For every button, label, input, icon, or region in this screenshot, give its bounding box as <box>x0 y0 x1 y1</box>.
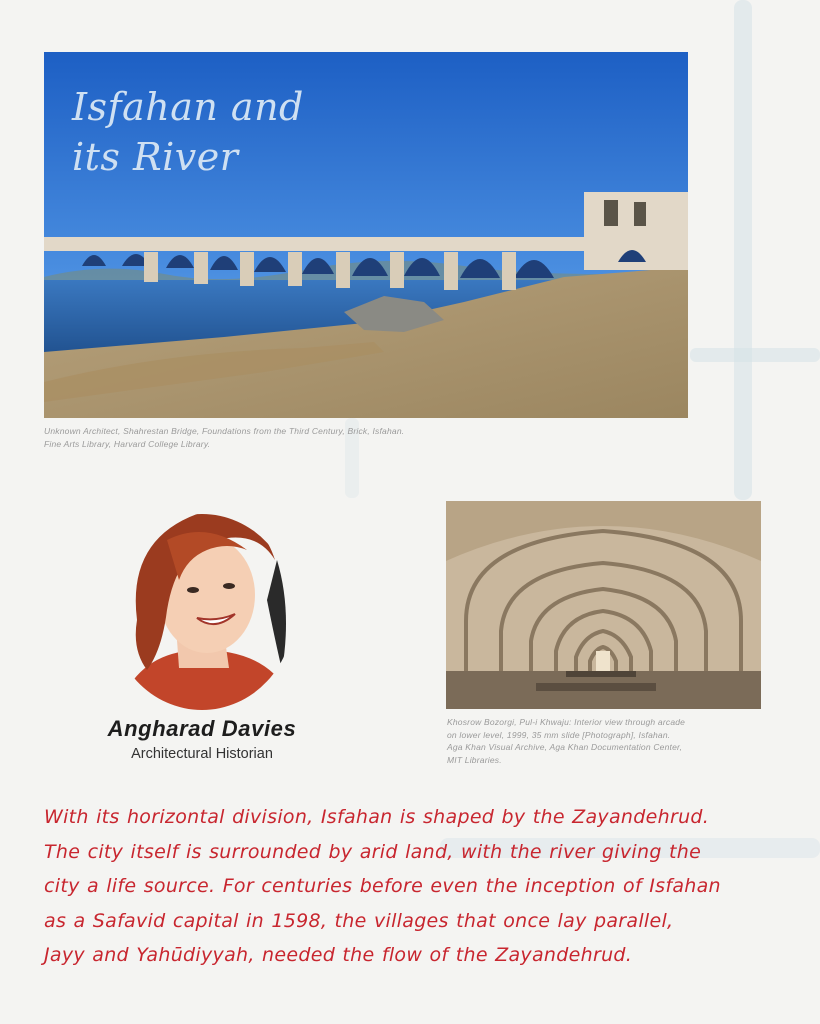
arcade-caption-line4: MIT Libraries. <box>447 754 502 765</box>
body-line3: city a life source. For centuries before even the inception of Isfahan <box>44 875 721 897</box>
arcade-caption <box>447 716 777 766</box>
hero-photo-bridge <box>44 52 688 418</box>
arcade-illustration <box>446 501 761 709</box>
body-line4: as a Safavid capital in 1598, the villages that once lay parallel, <box>44 909 674 932</box>
body-paragraph <box>44 800 784 973</box>
brush-stroke-horizontal <box>690 348 820 362</box>
person-name: Angharad Davies <box>107 716 297 741</box>
hero-caption-line2: Fine Arts Library, Harvard College Library. <box>44 438 211 449</box>
body-line1: With its horizontal division, Isfahan is shaped by the Zayandehrud. <box>44 806 710 828</box>
arcade-photo <box>446 501 761 709</box>
hero-caption-line1: Unknown Architect, Shahrestan Bridge, Foundations from the Third Century, Brick, Isfahan. <box>44 426 405 436</box>
arcade-caption-line2: on lower level, 1999, 35 mm slide [Photograph], Isfahan. <box>447 729 671 740</box>
arcade-caption-line1: Khosrow Bozorgi, Pul-i Khwaju: Interior view through arcade <box>447 717 686 727</box>
brush-stroke-vertical <box>734 0 752 500</box>
hero-title-line2: its River <box>72 135 239 179</box>
person-role: Architectural Historian <box>131 746 273 762</box>
portrait-illustration <box>107 500 297 712</box>
hero-caption <box>44 425 564 450</box>
body-line2: The city itself is surrounded by arid land, with the river giving the <box>44 840 702 863</box>
body-line5: Jayy and Yahūdiyyah, needed the flow of the Zayandehrud. <box>44 944 633 966</box>
portrait-avatar <box>107 500 297 712</box>
hero-title <box>72 82 304 182</box>
hero-title-line1: Isfahan and <box>72 85 304 129</box>
arcade-caption-line3: Aga Khan Visual Archive, Aga Khan Documentation Center, <box>447 742 683 752</box>
